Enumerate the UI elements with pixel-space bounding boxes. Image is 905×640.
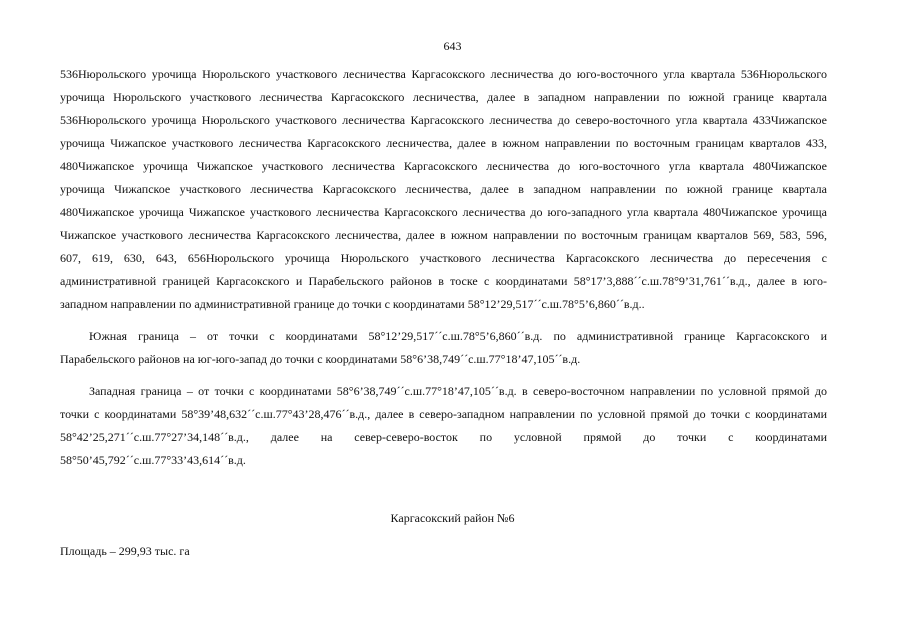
paragraph1-line-10: административной границей Каргасокского и Парабельского районов в тоске с координатами 58°17’3,888´´с.ш.78°9’31,761´´в.д., далее в юго- xyxy=(60,274,827,288)
paragraph1-line-3: 536Нюрольского урочища Нюрольского участкового лесничества Каргасокского лесничества до северо-восточного угла квартала 433Чижапское xyxy=(60,113,827,127)
paragraph2-line-1: Южная граница – от точки с координатами 58°12’29,517´´с.ш.78°5’6,860´´в.д. по административной границе Каргасокского и xyxy=(89,329,827,343)
paragraph1-line-6: урочища Чижапское участкового лесничества Каргасокского лесничества, далее в западном направлении по южной границе квартала xyxy=(60,182,827,196)
paragraph1-line-11: западном направлении по административной границе до точки с координатами 58°12’29,517´´с.ш.78°5’6,860´´в.д.. xyxy=(60,297,645,311)
paragraph1-line-8: Чижапское участкового лесничества Каргасокского лесничества, далее в южном направлении по восточным границам кварталов 569, 583, 596, xyxy=(60,228,827,242)
paragraph3-line-2: точки с координатами 58°39’48,632´´с.ш.77°43’28,476´´в.д., далее в северо-западном направлении по условной прямой до точки с координатами xyxy=(60,407,827,421)
paragraph1-line-9: 607, 619, 630, 643, 656Нюрольского урочища Нюрольского участкового лесничества Каргасокского лесничества до пересечения с xyxy=(60,251,827,265)
page-number: 643 xyxy=(443,39,462,53)
paragraph3-line-4: 58°50’45,792´´с.ш.77°33’43,614´´в.д. xyxy=(60,453,246,467)
paragraph1-line-2: урочища Нюрольского участкового лесничества Каргасокского лесничества, далее в западном направлении по южной границе квартала xyxy=(60,90,827,104)
area-text: Площадь – 299,93 тыс. га xyxy=(60,544,190,558)
paragraph3-line-1: Западная граница – от точки с координатами 58°6’38,749´´с.ш.77°18’47,105´´в.д. в северо-восточном направлении по условной прямой до xyxy=(89,384,827,398)
paragraph1-line-7: 480Чижапское урочища Чижапское участкового лесничества Каргасокского лесничества до юго-западного угла квартала 480Чижапское урочища xyxy=(60,205,827,219)
paragraph2-line-2: Парабельского районов на юг-юго-запад до точки с координатами 58°6’38,749´´с.ш.77°18’47,105´´в.д. xyxy=(60,352,581,366)
paragraph1-line-5: 480Чижапское урочища Чижапское участкового лесничества Каргасокского лесничества до юго-восточного угла квартала 480Чижапское xyxy=(60,159,827,173)
paragraph3-line-3: 58°42’25,271´´с.ш.77°27’34,148´´в.д., далее на север-северо-восток по условной прямой до точки с координатами xyxy=(60,430,827,444)
paragraph1-line-4: урочища Чижапское участкового лесничества Каргасокского лесничества, далее в южном направлении по восточным границам кварталов 433, xyxy=(60,136,827,150)
paragraph1-line-1: 536Нюрольского урочища Нюрольского участкового лесничества Каргасокского лесничества до юго-восточного угла квартала 536Нюрольского xyxy=(60,67,827,81)
section-heading: Каргасокский район №6 xyxy=(390,511,515,525)
